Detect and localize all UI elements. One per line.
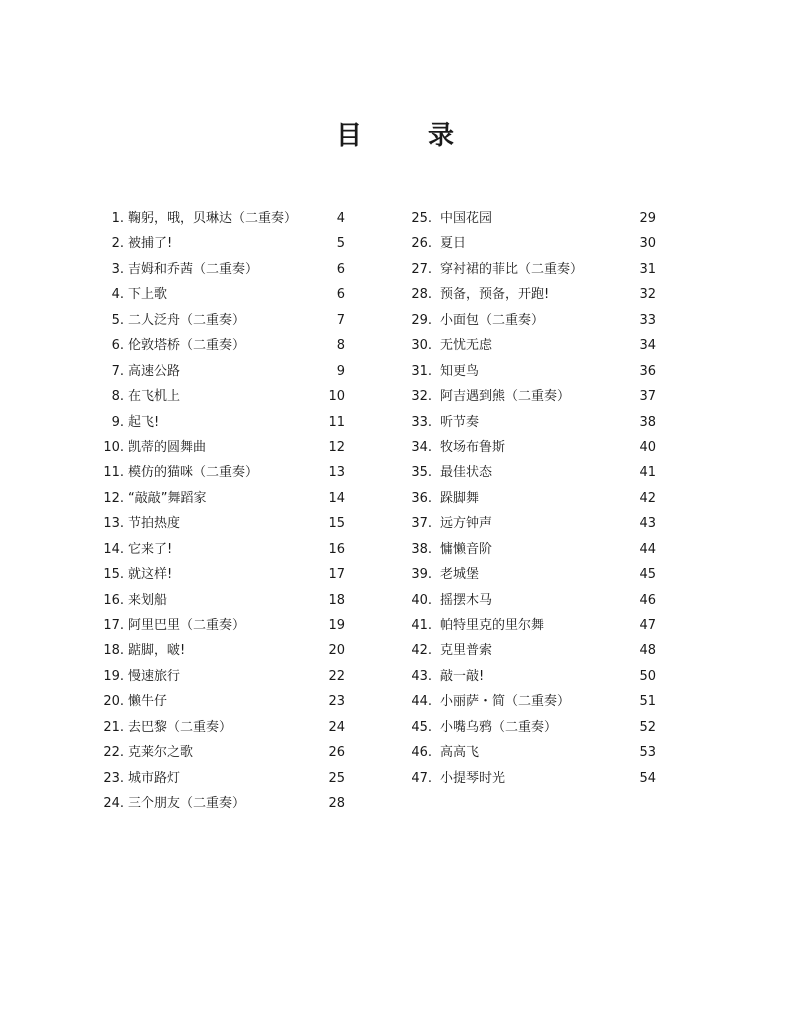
toc-entry-title: 阿吉遇到熊（二重奏） <box>440 389 571 405</box>
toc-entry-title: 帕特里克的里尔舞 <box>440 618 545 633</box>
toc-entry <box>100 435 345 460</box>
page-title: 目 录 <box>335 121 474 151</box>
toc-entry-title: 高速公路 <box>128 363 181 379</box>
toc-entry-number: 31. <box>411 363 432 379</box>
toc-entry-number: 43. <box>411 668 432 684</box>
toc-entry-title: 懒牛仔 <box>128 694 168 710</box>
toc-entry-number: 8. <box>111 389 124 405</box>
toc-entry-number: 6. <box>111 338 124 354</box>
toc-entry-number: 36. <box>411 490 432 506</box>
toc-entry-number: 40. <box>411 592 432 608</box>
toc-entry-number: 26. <box>411 236 432 252</box>
toc-entry-page: 15 <box>328 516 345 532</box>
toc-entry <box>100 231 345 256</box>
toc-entry <box>400 206 656 231</box>
toc-entry-title: 小面包（二重奏） <box>440 312 545 328</box>
toc-entry <box>400 638 656 663</box>
toc-entry <box>100 308 345 333</box>
toc-entry <box>100 766 345 791</box>
toc-entry-title: 预备，预备，开跑! <box>440 287 550 303</box>
toc-entry-number: 25. <box>411 211 432 226</box>
toc-entry-number: 34. <box>411 439 432 455</box>
toc-entry <box>400 486 656 511</box>
toc-entry-page: 30 <box>639 236 656 252</box>
toc-entry-title: 阿里巴里（二重奏） <box>128 618 246 633</box>
toc-entry-title: 慢速旅行 <box>128 668 181 684</box>
toc-entry-page: 37 <box>639 389 656 405</box>
toc-entry-page: 51 <box>639 694 656 710</box>
toc-entry-number: 35. <box>411 465 432 481</box>
toc-entry-number: 20. <box>103 694 124 710</box>
toc-entry-number: 41. <box>411 618 432 633</box>
toc-entry-number: 14. <box>103 541 124 557</box>
toc-entry-number: 45. <box>411 719 432 735</box>
toc-entry-number: 23. <box>103 770 124 786</box>
toc-entry-page: 25 <box>328 770 345 786</box>
toc-entry-number: 16. <box>103 592 124 608</box>
toc-entry-page: 5 <box>336 236 345 252</box>
toc-entry-number: 12. <box>103 490 124 506</box>
toc-entry-number: 3. <box>111 261 124 277</box>
toc-entry-number: 32. <box>411 389 432 405</box>
toc-entry-number: 38. <box>411 541 432 557</box>
toc-entry <box>400 715 656 740</box>
toc-entry <box>400 613 656 638</box>
toc-entry-title: 三个朋友（二重奏） <box>128 796 246 812</box>
toc-entry-number: 5. <box>111 312 124 328</box>
toc-entry-title: 跺脚舞 <box>440 490 480 506</box>
toc-entry-title: 鞠躬，哦，贝琳达（二重奏） <box>128 211 298 226</box>
toc-entry-title: 城市路灯 <box>128 770 181 786</box>
toc-entry-page: 47 <box>639 618 656 633</box>
toc-entry-page: 19 <box>328 618 345 633</box>
toc-entry <box>100 588 345 613</box>
toc-entry-page: 53 <box>639 745 656 761</box>
toc-entry <box>400 562 656 587</box>
toc-entry <box>100 359 345 384</box>
toc-entry <box>400 537 656 562</box>
toc-entry-title: 吉姆和乔茜（二重奏） <box>128 261 259 277</box>
toc-entry-title: 克莱尔之歌 <box>128 745 194 761</box>
toc-entry <box>100 638 345 663</box>
toc-entry-title: 它来了! <box>128 541 173 557</box>
toc-entry-title: 克里普索 <box>440 643 493 659</box>
toc-entry-title: 被捕了! <box>128 236 173 252</box>
toc-entry-title: 就这样! <box>128 567 173 583</box>
toc-entry-number: 47. <box>411 770 432 786</box>
toc-entry-title: 听节奏 <box>440 414 480 430</box>
toc-entry <box>100 384 345 409</box>
toc-entry <box>400 689 656 714</box>
toc-entry-page: 24 <box>328 719 345 735</box>
toc-entry-page: 43 <box>639 516 656 532</box>
toc-entry-page: 42 <box>639 490 656 506</box>
toc-entry-page: 34 <box>639 338 656 354</box>
toc-entry-page: 32 <box>639 287 656 303</box>
toc-entry-page: 9 <box>336 363 345 379</box>
toc-entry-title: 摇摆木马 <box>440 592 493 608</box>
toc-entry <box>100 410 345 435</box>
toc-entry-number: 28. <box>411 287 432 303</box>
toc-entry-title: 穿衬裙的菲比（二重奏） <box>440 261 584 277</box>
toc-entry <box>100 664 345 689</box>
toc-entry <box>400 511 656 536</box>
toc-entry-page: 54 <box>639 770 656 786</box>
toc-entry-number: 42. <box>411 643 432 659</box>
toc-entry-number: 10. <box>103 439 124 455</box>
toc-entry-title: 节拍热度 <box>128 516 181 532</box>
toc-entry-title: 去巴黎（二重奏） <box>128 719 233 735</box>
toc-entry <box>100 562 345 587</box>
toc-entry-title: 牧场布鲁斯 <box>440 439 506 455</box>
toc-entry <box>100 206 345 231</box>
toc-entry <box>400 766 656 791</box>
toc-entry <box>400 410 656 435</box>
toc-entry <box>400 588 656 613</box>
toc-entry-number: 11. <box>103 465 124 481</box>
toc-entry-number: 21. <box>103 719 124 735</box>
toc-left-column <box>100 206 345 817</box>
toc-entry-page: 12 <box>328 439 345 455</box>
toc-entry-number: 22. <box>103 745 124 761</box>
toc-entry <box>400 435 656 460</box>
toc-entry <box>100 613 345 638</box>
toc-entry <box>100 511 345 536</box>
toc-entry <box>100 689 345 714</box>
toc-entry-title: 下上歌 <box>128 287 168 303</box>
toc-entry <box>400 359 656 384</box>
toc-entry-page: 46 <box>639 592 656 608</box>
toc-entry-title: 中国花园 <box>440 211 493 226</box>
toc-entry-title: 小嘴乌鸦（二重奏） <box>440 719 558 735</box>
toc-entry-title: 老城堡 <box>440 567 480 583</box>
toc-entry-page: 6 <box>336 261 345 277</box>
toc-entry-number: 37. <box>411 516 432 532</box>
toc-entry-number: 33. <box>411 414 432 430</box>
toc-entry-page: 48 <box>639 643 656 659</box>
toc-entry <box>100 791 345 816</box>
toc-entry-page: 36 <box>639 363 656 379</box>
toc-entry-page: 33 <box>639 312 656 328</box>
toc-entry-number: 13. <box>103 516 124 532</box>
toc-entry <box>400 664 656 689</box>
toc-entry-page: 40 <box>639 439 656 455</box>
toc-entry-title: 无忧无虑 <box>440 338 493 354</box>
toc-entry-page: 20 <box>328 643 345 659</box>
toc-entry-title: 起飞! <box>128 414 160 430</box>
toc-entry-title: 伦敦塔桥（二重奏） <box>128 338 246 354</box>
toc-entry <box>100 257 345 282</box>
toc-entry-title: 来划船 <box>128 592 168 608</box>
toc-entry-number: 27. <box>411 261 432 277</box>
toc-entry-title: “敲敲”舞蹈家 <box>128 490 207 506</box>
toc-entry-page: 50 <box>639 668 656 684</box>
toc-entry-number: 46. <box>411 745 432 761</box>
toc-entry-page: 23 <box>328 694 345 710</box>
toc-entry-number: 39. <box>411 567 432 583</box>
toc-entry-number: 9. <box>111 414 124 430</box>
toc-entry-page: 18 <box>328 592 345 608</box>
toc-entry <box>100 740 345 765</box>
toc-entry <box>400 308 656 333</box>
toc-entry-page: 52 <box>639 719 656 735</box>
toc-entry-number: 30. <box>411 338 432 354</box>
toc-entry-title: 小丽萨・简（二重奏） <box>440 694 571 710</box>
toc-entry-number: 17. <box>103 618 124 633</box>
toc-entry-title: 远方钟声 <box>440 516 493 532</box>
toc-entry <box>400 740 656 765</box>
toc-entry-page: 41 <box>639 465 656 481</box>
toc-entry <box>400 282 656 307</box>
toc-entry-title: 二人泛舟（二重奏） <box>128 312 246 328</box>
toc-entry <box>100 537 345 562</box>
toc-entry <box>400 384 656 409</box>
toc-entry-page: 31 <box>639 261 656 277</box>
toc-entry-number: 1. <box>111 211 124 226</box>
toc-entry-page: 4 <box>336 211 345 226</box>
toc-entry-number: 29. <box>411 312 432 328</box>
toc-entry-page: 26 <box>328 745 345 761</box>
toc-entry-page: 14 <box>328 490 345 506</box>
toc-entry-title: 在飞机上 <box>128 389 181 405</box>
toc-entry-title: 最佳状态 <box>440 465 493 481</box>
toc-entry-page: 22 <box>328 668 345 684</box>
toc-entry-page: 16 <box>328 541 345 557</box>
toc-entry-page: 17 <box>328 567 345 583</box>
toc-entry-number: 44. <box>411 694 432 710</box>
toc-entry <box>100 715 345 740</box>
toc-entry-title: 凯蒂的圆舞曲 <box>128 439 207 455</box>
toc-entry-title: 慵懒音阶 <box>440 541 493 557</box>
toc-entry-number: 4. <box>111 287 124 303</box>
toc-entry-number: 18. <box>103 643 124 659</box>
toc-entry-number: 15. <box>103 567 124 583</box>
toc-entry-page: 8 <box>336 338 345 354</box>
toc-entry-number: 7. <box>111 363 124 379</box>
toc-entry-title: 敲一敲! <box>440 668 485 684</box>
toc-entry-number: 24. <box>103 796 124 812</box>
toc-entry-page: 11 <box>328 414 345 430</box>
toc-entry <box>400 231 656 256</box>
toc-entry-title: 高高飞 <box>440 745 480 761</box>
toc-entry <box>100 333 345 358</box>
toc-entry-number: 2. <box>111 236 124 252</box>
toc-entry-page: 10 <box>328 389 345 405</box>
toc-entry-number: 19. <box>103 668 124 684</box>
toc-entry-page: 6 <box>336 287 345 303</box>
toc-entry <box>100 486 345 511</box>
toc-entry-title: 模仿的猫咪（二重奏） <box>128 465 259 481</box>
toc-entry <box>100 282 345 307</box>
toc-entry-title: 夏日 <box>440 236 467 252</box>
toc-entry-page: 44 <box>639 541 656 557</box>
toc-right-column <box>400 206 656 791</box>
toc-entry <box>400 257 656 282</box>
toc-entry-page: 7 <box>336 312 345 328</box>
toc-entry <box>100 460 345 485</box>
toc-entry-page: 45 <box>639 567 656 583</box>
toc-entry-title: 小提琴时光 <box>440 770 506 786</box>
toc-entry-title: 知更鸟 <box>440 363 480 379</box>
toc-entry-page: 29 <box>639 211 656 226</box>
toc-entry-page: 13 <box>328 465 345 481</box>
toc-entry <box>400 460 656 485</box>
toc-entry-page: 38 <box>639 414 656 430</box>
toc-entry <box>400 333 656 358</box>
toc-entry-page: 28 <box>328 796 345 812</box>
toc-entry-title: 踮脚，啵! <box>128 643 186 659</box>
